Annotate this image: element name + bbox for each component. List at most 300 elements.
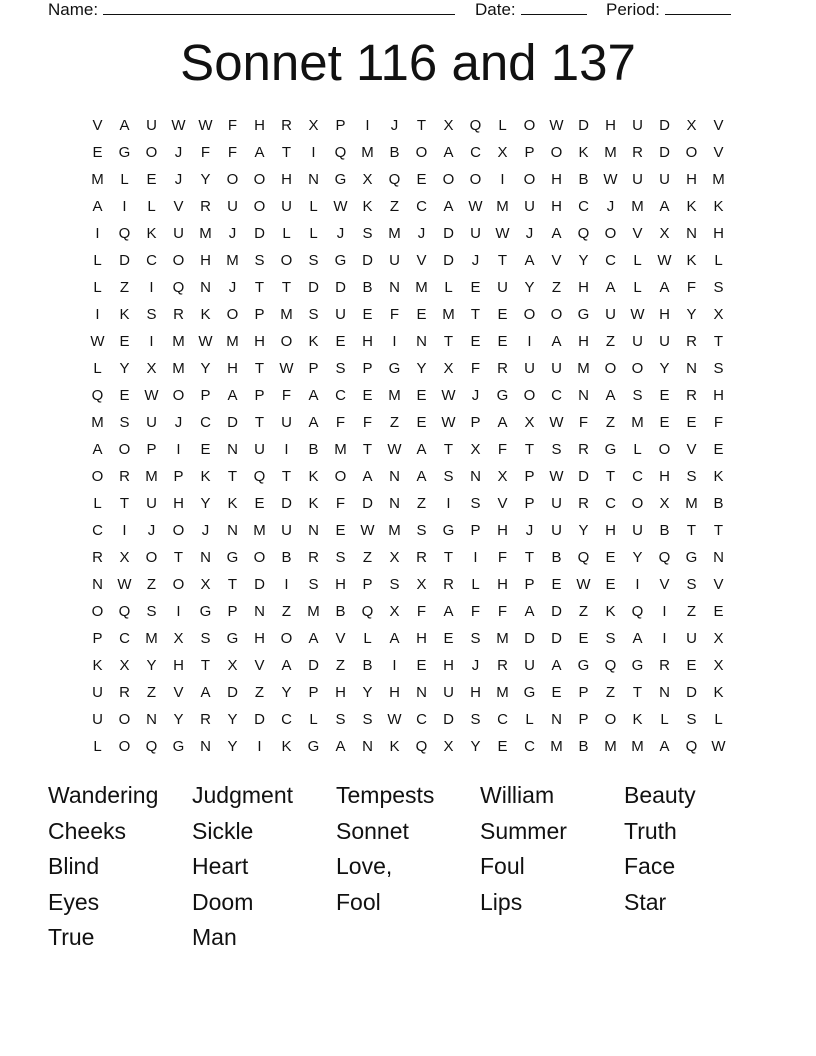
grid-letter[interactable]: J <box>471 657 480 674</box>
grid-letter[interactable]: Q <box>631 603 644 620</box>
grid-letter[interactable]: H <box>173 657 184 674</box>
grid-letter[interactable]: M <box>91 414 104 431</box>
grid-letter[interactable]: L <box>633 441 642 458</box>
grid-letter[interactable]: D <box>119 252 130 269</box>
grid-letter[interactable]: V <box>173 684 184 701</box>
grid-letter[interactable]: U <box>146 414 157 431</box>
grid-letter[interactable]: M <box>388 225 401 242</box>
grid-letter[interactable]: W <box>333 198 348 215</box>
grid-letter[interactable]: K <box>92 657 103 674</box>
grid-letter[interactable]: B <box>659 522 670 539</box>
grid-letter[interactable]: N <box>92 576 103 593</box>
grid-letter[interactable]: I <box>662 630 667 647</box>
grid-letter[interactable]: P <box>92 630 103 647</box>
grid-letter[interactable]: N <box>389 468 400 485</box>
grid-letter[interactable]: M <box>685 495 698 512</box>
grid-letter[interactable]: I <box>473 549 478 566</box>
grid-letter[interactable]: K <box>308 495 319 512</box>
grid-letter[interactable]: O <box>172 576 185 593</box>
grid-letter[interactable]: S <box>254 252 265 269</box>
grid-letter[interactable]: D <box>308 279 319 296</box>
grid-letter[interactable]: R <box>119 684 130 701</box>
grid-letter[interactable]: D <box>443 711 454 728</box>
grid-letter[interactable]: N <box>200 738 211 755</box>
grid-letter[interactable]: D <box>578 468 589 485</box>
grid-letter[interactable]: M <box>172 360 185 377</box>
grid-letter[interactable]: V <box>335 630 346 647</box>
grid-letter[interactable]: Z <box>578 603 589 620</box>
date-blank-line[interactable] <box>521 0 587 15</box>
grid-letter[interactable]: A <box>416 468 427 485</box>
grid-letter[interactable]: D <box>362 252 373 269</box>
grid-letter[interactable]: E <box>362 387 373 404</box>
grid-letter[interactable]: O <box>523 387 536 404</box>
grid-letter[interactable]: E <box>200 441 211 458</box>
grid-letter[interactable]: K <box>200 468 211 485</box>
grid-letter[interactable]: U <box>659 171 670 188</box>
grid-letter[interactable]: P <box>524 576 535 593</box>
grid-letter[interactable]: T <box>362 441 373 458</box>
grid-letter[interactable]: D <box>227 414 238 431</box>
grid-letter[interactable]: M <box>631 198 644 215</box>
grid-letter[interactable]: M <box>604 144 617 161</box>
grid-letter[interactable]: L <box>93 360 102 377</box>
grid-letter[interactable]: T <box>119 495 130 512</box>
grid-letter[interactable]: K <box>713 684 724 701</box>
grid-letter[interactable]: Y <box>578 252 589 269</box>
grid-letter[interactable]: O <box>604 360 617 377</box>
grid-letter[interactable]: B <box>713 495 724 512</box>
grid-letter[interactable]: W <box>603 171 618 188</box>
grid-letter[interactable]: E <box>92 144 103 161</box>
grid-letter[interactable]: W <box>630 306 645 323</box>
grid-letter[interactable]: S <box>308 576 319 593</box>
grid-letter[interactable]: T <box>605 468 616 485</box>
grid-letter[interactable]: H <box>443 657 454 674</box>
grid-letter[interactable]: T <box>443 441 454 458</box>
grid-letter[interactable]: K <box>308 468 319 485</box>
grid-letter[interactable]: P <box>470 414 481 431</box>
grid-letter[interactable]: S <box>551 441 562 458</box>
grid-letter[interactable]: H <box>254 333 265 350</box>
grid-letter[interactable]: R <box>578 441 589 458</box>
grid-letter[interactable]: Q <box>172 279 185 296</box>
grid-letter[interactable]: P <box>254 306 265 323</box>
grid-letter[interactable]: A <box>335 738 346 755</box>
grid-letter[interactable]: K <box>632 711 643 728</box>
grid-letter[interactable]: U <box>632 171 643 188</box>
grid-letter[interactable]: T <box>443 333 454 350</box>
grid-letter[interactable]: A <box>551 225 562 242</box>
grid-letter[interactable]: E <box>497 306 508 323</box>
grid-letter[interactable]: U <box>227 198 238 215</box>
grid-letter[interactable]: T <box>524 441 535 458</box>
grid-letter[interactable]: J <box>471 252 480 269</box>
grid-letter[interactable]: M <box>496 630 509 647</box>
grid-letter[interactable]: A <box>659 738 670 755</box>
grid-letter[interactable]: U <box>281 414 292 431</box>
grid-letter[interactable]: O <box>91 603 104 620</box>
grid-letter[interactable]: H <box>497 576 508 593</box>
grid-letter[interactable]: H <box>254 630 265 647</box>
grid-letter[interactable]: X <box>389 549 400 566</box>
grid-letter[interactable]: C <box>524 738 535 755</box>
grid-letter[interactable]: U <box>551 522 562 539</box>
grid-letter[interactable]: T <box>227 468 238 485</box>
grid-letter[interactable]: Q <box>577 225 590 242</box>
grid-letter[interactable]: I <box>500 171 505 188</box>
grid-letter[interactable]: A <box>443 144 454 161</box>
grid-letter[interactable]: X <box>686 117 697 134</box>
grid-letter[interactable]: W <box>198 117 213 134</box>
grid-letter[interactable]: J <box>201 522 210 539</box>
grid-letter[interactable]: H <box>659 468 670 485</box>
grid-letter[interactable]: F <box>497 441 508 458</box>
grid-letter[interactable]: M <box>577 360 590 377</box>
grid-letter[interactable]: R <box>173 306 184 323</box>
grid-letter[interactable]: H <box>686 171 697 188</box>
grid-letter[interactable]: B <box>362 279 373 296</box>
grid-letter[interactable]: E <box>119 387 130 404</box>
grid-letter[interactable]: I <box>635 576 640 593</box>
grid-letter[interactable]: L <box>498 117 507 134</box>
grid-letter[interactable]: V <box>632 225 643 242</box>
grid-letter[interactable]: M <box>91 171 104 188</box>
grid-letter[interactable]: S <box>362 711 373 728</box>
grid-letter[interactable]: E <box>335 333 346 350</box>
grid-letter[interactable]: T <box>200 657 211 674</box>
grid-letter[interactable]: U <box>551 495 562 512</box>
grid-letter[interactable]: T <box>254 279 265 296</box>
grid-letter[interactable]: K <box>605 603 616 620</box>
grid-letter[interactable]: N <box>308 522 319 539</box>
grid-letter[interactable]: B <box>389 144 400 161</box>
grid-letter[interactable]: I <box>365 117 370 134</box>
grid-letter[interactable]: L <box>93 738 102 755</box>
grid-letter[interactable]: I <box>284 441 289 458</box>
grid-letter[interactable]: X <box>443 360 454 377</box>
grid-letter[interactable]: K <box>713 198 724 215</box>
grid-letter[interactable]: B <box>308 441 319 458</box>
grid-letter[interactable]: C <box>92 522 103 539</box>
grid-letter[interactable]: F <box>227 117 238 134</box>
grid-letter[interactable]: M <box>172 333 185 350</box>
grid-letter[interactable]: R <box>632 144 643 161</box>
grid-letter[interactable]: Y <box>146 657 157 674</box>
grid-letter[interactable]: A <box>308 387 319 404</box>
grid-letter[interactable]: U <box>173 225 184 242</box>
grid-letter[interactable]: D <box>659 117 670 134</box>
grid-letter[interactable]: W <box>387 441 402 458</box>
grid-letter[interactable]: S <box>200 630 211 647</box>
grid-letter[interactable]: M <box>415 279 428 296</box>
grid-letter[interactable]: Z <box>605 333 616 350</box>
grid-letter[interactable]: A <box>92 441 103 458</box>
grid-letter[interactable]: Q <box>415 738 428 755</box>
grid-letter[interactable]: U <box>551 360 562 377</box>
grid-letter[interactable]: W <box>657 252 672 269</box>
grid-letter[interactable]: A <box>416 441 427 458</box>
grid-letter[interactable]: Y <box>416 360 427 377</box>
grid-letter[interactable]: W <box>198 333 213 350</box>
grid-letter[interactable]: M <box>226 333 239 350</box>
grid-letter[interactable]: A <box>362 468 373 485</box>
grid-letter[interactable]: I <box>392 333 397 350</box>
grid-letter[interactable]: O <box>145 144 158 161</box>
grid-letter[interactable]: A <box>92 198 103 215</box>
grid-letter[interactable]: O <box>550 306 563 323</box>
grid-letter[interactable]: L <box>633 279 642 296</box>
grid-letter[interactable]: D <box>308 657 319 674</box>
grid-letter[interactable]: Z <box>281 603 292 620</box>
grid-letter[interactable]: G <box>199 603 212 620</box>
grid-letter[interactable]: B <box>335 603 346 620</box>
grid-letter[interactable]: Q <box>685 738 698 755</box>
grid-letter[interactable]: Q <box>388 171 401 188</box>
grid-letter[interactable]: H <box>416 630 427 647</box>
grid-letter[interactable]: U <box>497 279 508 296</box>
grid-letter[interactable]: H <box>362 333 373 350</box>
grid-letter[interactable]: W <box>549 414 564 431</box>
grid-letter[interactable]: Y <box>173 711 184 728</box>
grid-letter[interactable]: M <box>280 306 293 323</box>
grid-letter[interactable]: X <box>146 360 157 377</box>
grid-letter[interactable]: X <box>119 657 130 674</box>
grid-letter[interactable]: N <box>551 711 562 728</box>
grid-letter[interactable]: L <box>93 495 102 512</box>
grid-letter[interactable]: D <box>551 630 562 647</box>
grid-letter[interactable]: O <box>334 468 347 485</box>
grid-letter[interactable]: O <box>118 738 131 755</box>
grid-letter[interactable]: G <box>172 738 185 755</box>
grid-letter[interactable]: O <box>442 171 455 188</box>
grid-letter[interactable]: M <box>712 171 725 188</box>
grid-letter[interactable]: G <box>388 360 401 377</box>
grid-letter[interactable]: E <box>416 306 427 323</box>
grid-letter[interactable]: W <box>441 387 456 404</box>
grid-letter[interactable]: G <box>118 144 131 161</box>
grid-letter[interactable]: X <box>713 306 724 323</box>
date-field[interactable] <box>475 0 587 19</box>
grid-letter[interactable]: E <box>686 414 697 431</box>
grid-letter[interactable]: W <box>576 576 591 593</box>
grid-letter[interactable]: Y <box>632 549 643 566</box>
grid-letter[interactable]: E <box>416 657 427 674</box>
grid-letter[interactable]: E <box>335 522 346 539</box>
grid-letter[interactable]: K <box>119 306 130 323</box>
grid-letter[interactable]: C <box>200 414 211 431</box>
grid-letter[interactable]: J <box>174 414 183 431</box>
grid-letter[interactable]: D <box>524 630 535 647</box>
grid-letter[interactable]: A <box>632 630 643 647</box>
grid-letter[interactable]: X <box>227 657 238 674</box>
grid-letter[interactable]: L <box>714 711 723 728</box>
grid-letter[interactable]: O <box>469 171 482 188</box>
grid-letter[interactable]: Q <box>361 603 374 620</box>
grid-letter[interactable]: L <box>93 252 102 269</box>
grid-letter[interactable]: G <box>685 549 698 566</box>
grid-letter[interactable]: N <box>308 171 319 188</box>
grid-letter[interactable]: M <box>253 522 266 539</box>
grid-letter[interactable]: D <box>335 279 346 296</box>
grid-letter[interactable]: I <box>122 198 127 215</box>
grid-letter[interactable]: F <box>389 306 400 323</box>
grid-letter[interactable]: C <box>605 252 616 269</box>
grid-letter[interactable]: I <box>149 279 154 296</box>
grid-letter[interactable]: A <box>308 630 319 647</box>
grid-letter[interactable]: H <box>713 387 724 404</box>
grid-letter[interactable]: H <box>713 225 724 242</box>
grid-letter[interactable]: O <box>280 630 293 647</box>
grid-letter[interactable]: X <box>200 576 211 593</box>
grid-letter[interactable]: K <box>308 333 319 350</box>
grid-letter[interactable]: B <box>281 549 292 566</box>
grid-letter[interactable]: I <box>527 333 532 350</box>
grid-letter[interactable]: S <box>713 360 724 377</box>
grid-letter[interactable]: L <box>525 711 534 728</box>
grid-letter[interactable]: S <box>119 414 130 431</box>
grid-letter[interactable]: F <box>497 549 508 566</box>
grid-letter[interactable]: E <box>416 414 427 431</box>
name-blank-line[interactable] <box>103 0 455 15</box>
grid-letter[interactable]: J <box>417 225 426 242</box>
grid-letter[interactable]: N <box>713 549 724 566</box>
grid-letter[interactable]: S <box>335 360 346 377</box>
grid-letter[interactable]: C <box>416 711 427 728</box>
grid-letter[interactable]: E <box>443 630 454 647</box>
grid-letter[interactable]: P <box>335 117 346 134</box>
grid-letter[interactable]: U <box>389 252 400 269</box>
grid-letter[interactable]: Q <box>658 549 671 566</box>
grid-letter[interactable]: L <box>309 198 318 215</box>
grid-letter[interactable]: K <box>686 198 697 215</box>
grid-letter[interactable]: U <box>632 333 643 350</box>
grid-letter[interactable]: M <box>388 522 401 539</box>
grid-letter[interactable]: R <box>92 549 103 566</box>
grid-letter[interactable]: O <box>415 144 428 161</box>
grid-letter[interactable]: X <box>659 495 670 512</box>
grid-letter[interactable]: N <box>200 549 211 566</box>
grid-letter[interactable]: F <box>578 414 589 431</box>
grid-letter[interactable]: L <box>309 711 318 728</box>
grid-letter[interactable]: M <box>145 468 158 485</box>
grid-letter[interactable]: P <box>362 576 373 593</box>
grid-letter[interactable]: Y <box>578 522 589 539</box>
grid-letter[interactable]: Q <box>118 603 131 620</box>
grid-letter[interactable]: J <box>471 387 480 404</box>
grid-letter[interactable]: A <box>524 252 535 269</box>
grid-letter[interactable]: F <box>416 603 427 620</box>
grid-letter[interactable]: M <box>145 630 158 647</box>
grid-letter[interactable]: J <box>147 522 156 539</box>
grid-letter[interactable]: Q <box>118 225 131 242</box>
grid-letter[interactable]: E <box>497 738 508 755</box>
grid-letter[interactable]: O <box>685 144 698 161</box>
grid-letter[interactable]: I <box>446 495 451 512</box>
grid-letter[interactable]: Z <box>416 495 427 512</box>
grid-letter[interactable]: I <box>149 333 154 350</box>
grid-letter[interactable]: U <box>281 522 292 539</box>
grid-letter[interactable]: W <box>441 414 456 431</box>
grid-letter[interactable]: J <box>174 144 183 161</box>
grid-letter[interactable]: Z <box>389 198 400 215</box>
grid-letter[interactable]: N <box>146 711 157 728</box>
grid-letter[interactable]: E <box>416 171 427 188</box>
grid-letter[interactable]: T <box>281 279 292 296</box>
grid-letter[interactable]: S <box>443 468 454 485</box>
grid-letter[interactable]: Z <box>119 279 130 296</box>
grid-letter[interactable]: H <box>227 360 238 377</box>
grid-letter[interactable]: U <box>146 495 157 512</box>
grid-letter[interactable]: H <box>335 684 346 701</box>
grid-letter[interactable]: O <box>172 252 185 269</box>
grid-letter[interactable]: E <box>605 549 616 566</box>
grid-letter[interactable]: C <box>470 144 481 161</box>
grid-letter[interactable]: N <box>227 441 238 458</box>
grid-letter[interactable]: S <box>416 522 427 539</box>
grid-letter[interactable]: A <box>524 603 535 620</box>
grid-letter[interactable]: Y <box>200 495 211 512</box>
grid-letter[interactable]: W <box>711 738 726 755</box>
grid-letter[interactable]: R <box>200 711 211 728</box>
grid-letter[interactable]: Z <box>551 279 562 296</box>
grid-letter[interactable]: T <box>416 117 427 134</box>
grid-letter[interactable]: E <box>146 171 157 188</box>
grid-letter[interactable]: I <box>257 738 262 755</box>
grid-letter[interactable]: S <box>146 306 157 323</box>
grid-letter[interactable]: M <box>226 252 239 269</box>
grid-letter[interactable]: E <box>659 387 670 404</box>
grid-letter[interactable]: K <box>281 738 292 755</box>
grid-letter[interactable]: O <box>550 144 563 161</box>
grid-letter[interactable]: A <box>443 603 454 620</box>
grid-letter[interactable]: Y <box>362 684 373 701</box>
grid-letter[interactable]: D <box>686 684 697 701</box>
grid-letter[interactable]: N <box>659 684 670 701</box>
grid-letter[interactable]: C <box>335 387 346 404</box>
grid-letter[interactable]: Y <box>119 360 130 377</box>
grid-letter[interactable]: T <box>281 468 292 485</box>
grid-letter[interactable]: W <box>171 117 186 134</box>
grid-letter[interactable]: P <box>470 522 481 539</box>
grid-letter[interactable]: D <box>227 684 238 701</box>
grid-letter[interactable]: K <box>362 198 373 215</box>
grid-letter[interactable]: S <box>470 711 481 728</box>
grid-letter[interactable]: F <box>200 144 211 161</box>
grid-letter[interactable]: T <box>686 522 697 539</box>
grid-letter[interactable]: P <box>362 360 373 377</box>
grid-letter[interactable]: R <box>281 117 292 134</box>
grid-letter[interactable]: W <box>495 225 510 242</box>
grid-letter[interactable]: M <box>334 441 347 458</box>
grid-letter[interactable]: U <box>92 684 103 701</box>
grid-letter[interactable]: P <box>308 684 319 701</box>
grid-letter[interactable]: N <box>389 279 400 296</box>
grid-letter[interactable]: I <box>95 306 100 323</box>
grid-letter[interactable]: K <box>686 252 697 269</box>
grid-letter[interactable]: P <box>578 684 589 701</box>
grid-letter[interactable]: T <box>713 333 724 350</box>
grid-letter[interactable]: W <box>468 198 483 215</box>
grid-letter[interactable]: S <box>362 225 373 242</box>
grid-letter[interactable]: G <box>577 306 590 323</box>
grid-letter[interactable]: E <box>470 279 481 296</box>
grid-letter[interactable]: K <box>227 495 238 512</box>
grid-letter[interactable]: A <box>551 657 562 674</box>
grid-letter[interactable]: M <box>631 738 644 755</box>
grid-letter[interactable]: A <box>605 279 616 296</box>
grid-letter[interactable]: J <box>228 225 237 242</box>
